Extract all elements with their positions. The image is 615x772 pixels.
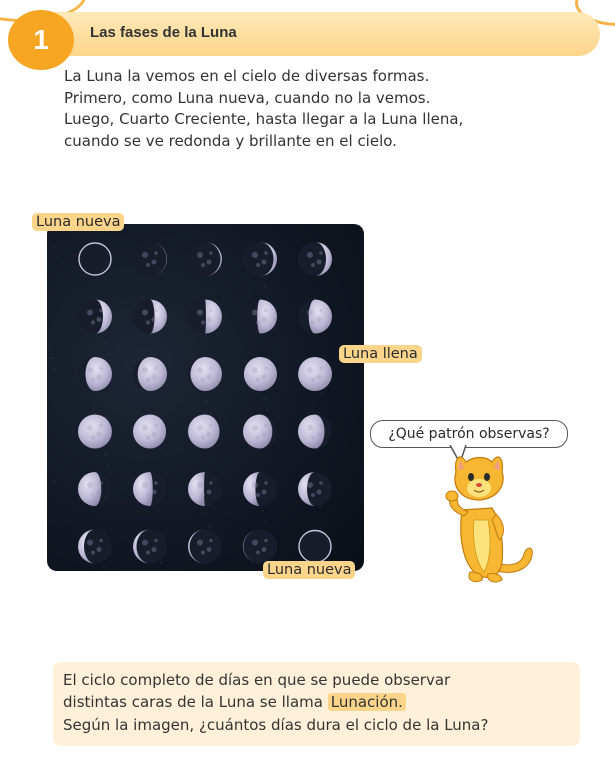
- background-star: [48, 346, 49, 347]
- moon-crater: [311, 263, 315, 267]
- moon-phases-image: [47, 224, 364, 571]
- moon-crater: [252, 425, 258, 431]
- moon-crater: [252, 540, 258, 546]
- moon-crater: [319, 251, 323, 255]
- moon-crater: [256, 263, 260, 267]
- moon-crater: [256, 436, 260, 440]
- background-star: [107, 465, 108, 466]
- moon-phase: [309, 300, 332, 334]
- background-star: [205, 514, 206, 515]
- moon-crater: [207, 547, 212, 552]
- moon-crater: [262, 317, 267, 322]
- moon-crater: [319, 424, 323, 428]
- intro-line: La Luna la vemos en el cielo de diversas formas.: [64, 67, 430, 85]
- question-line-2: [63, 692, 406, 714]
- moon-crater: [317, 375, 322, 380]
- background-star: [264, 286, 265, 287]
- section-title: Las fases de la Luna: [90, 24, 237, 41]
- moon-crater: [319, 481, 323, 485]
- moon-crater: [142, 310, 148, 316]
- moon-crater: [197, 252, 203, 258]
- moon-crater: [97, 317, 102, 322]
- moon-crater: [307, 252, 313, 258]
- moon-crater: [201, 436, 205, 440]
- moon-phase: [138, 357, 167, 391]
- background-star: [265, 521, 266, 522]
- speech-bubble: ¿Qué patrón observas?: [370, 420, 568, 448]
- moon-crater: [201, 551, 205, 555]
- moon-crater: [87, 540, 93, 546]
- moon-crater: [146, 321, 150, 325]
- moon-crater: [311, 378, 315, 382]
- moon-crater: [262, 547, 267, 552]
- moon-crater: [209, 481, 213, 485]
- moon-crater: [252, 482, 258, 488]
- moon-crater: [201, 378, 205, 382]
- moon-crater: [317, 260, 322, 265]
- intro-line: Primero, como Luna nueva, cuando no la vemos.: [64, 88, 431, 107]
- moon-crater: [311, 436, 315, 440]
- moon-crater: [209, 251, 213, 255]
- moon-crater: [99, 424, 103, 428]
- moon-phase: [133, 472, 153, 506]
- moon-crater: [252, 252, 258, 258]
- moon-crater: [317, 432, 322, 437]
- background-star: [262, 510, 263, 511]
- label-luna-nueva-start: Luna nueva: [32, 213, 124, 231]
- moon-crater: [97, 375, 102, 380]
- moon-crater: [154, 251, 158, 255]
- moon-crater: [142, 367, 148, 373]
- moon-crater: [262, 375, 267, 380]
- moon-crater: [197, 540, 203, 546]
- background-star: [54, 368, 55, 369]
- moon-crater: [262, 432, 267, 437]
- background-star: [53, 480, 54, 481]
- moon-crater: [91, 321, 95, 325]
- moon-crater: [209, 309, 213, 313]
- intro-line: Luego, Cuarto Creciente, hasta llegar a la Luna llena,: [64, 110, 464, 128]
- background-star: [209, 413, 210, 414]
- moon-crater: [87, 310, 93, 316]
- moon-crater: [99, 539, 103, 543]
- moon-phase: [188, 472, 205, 506]
- moon-crater: [154, 481, 158, 485]
- moon-crater: [264, 366, 268, 370]
- moon-phase: [190, 357, 222, 391]
- background-star: [47, 458, 48, 459]
- moon-crater: [209, 539, 213, 543]
- moon-crater: [201, 493, 205, 497]
- intro-line: cuando se ve redonda y brillante en el cielo.: [64, 131, 397, 150]
- moon-phase: [78, 472, 101, 506]
- moon-crater: [197, 425, 203, 431]
- background-star: [52, 245, 53, 246]
- question-line-1: El ciclo completo de días en que se puede observar: [63, 671, 451, 689]
- background-star: [50, 469, 51, 470]
- moon-crater: [264, 539, 268, 543]
- moon-crater: [152, 490, 157, 495]
- moon-crater: [311, 493, 315, 497]
- moon-crater: [252, 310, 258, 316]
- moon-crater: [142, 482, 148, 488]
- background-star: [267, 297, 268, 298]
- moon-crater: [307, 367, 313, 373]
- background-star: [320, 394, 321, 395]
- moon-crater: [201, 263, 205, 267]
- moon-phase: [244, 357, 277, 391]
- moon-crater: [142, 540, 148, 546]
- moon-phase: [243, 415, 272, 449]
- moon-crater: [201, 321, 205, 325]
- moon-phase: [78, 415, 112, 449]
- moon-crater: [91, 436, 95, 440]
- moon-crater: [146, 263, 150, 267]
- background-star: [207, 290, 208, 291]
- moon-phase: [188, 415, 220, 449]
- moon-crater: [311, 321, 315, 325]
- moon-crater: [146, 551, 150, 555]
- moon-shadow: [298, 530, 332, 564]
- moon-crater: [256, 493, 260, 497]
- question-line-3: Según la imagen, ¿cuántos días dura el ciclo de la Luna?: [63, 716, 489, 734]
- background-star: [263, 398, 264, 399]
- background-star: [49, 234, 50, 235]
- background-star: [105, 342, 106, 343]
- moon-crater: [91, 378, 95, 382]
- moon-crater: [154, 424, 158, 428]
- question-line-2-text: distintas caras de la Luna se llama: [63, 693, 328, 711]
- moon-crater: [264, 251, 268, 255]
- label-luna-nueva-end: Luna nueva: [263, 561, 355, 579]
- moon-crater: [256, 378, 260, 382]
- moon-crater: [319, 366, 323, 370]
- moon-phases-grid: [47, 224, 364, 571]
- moon-crater: [97, 432, 102, 437]
- background-star: [206, 402, 207, 403]
- moon-crater: [152, 432, 157, 437]
- intro-paragraph: [64, 66, 584, 152]
- moon-crater: [87, 482, 93, 488]
- moon-crater: [154, 366, 158, 370]
- moon-crater: [99, 309, 103, 313]
- moon-phase: [257, 300, 277, 334]
- question-box: [53, 662, 580, 746]
- background-star: [161, 450, 162, 451]
- moon-crater: [319, 309, 323, 313]
- moon-crater: [264, 424, 268, 428]
- moon-crater: [307, 482, 313, 488]
- moon-phase: [298, 357, 332, 391]
- moon-crater: [207, 260, 212, 265]
- moon-crater: [197, 310, 203, 316]
- background-star: [103, 566, 104, 567]
- moon-crater: [317, 490, 322, 495]
- moon-phase: [85, 357, 112, 391]
- moon-shadow: [78, 242, 112, 276]
- moon-crater: [146, 493, 150, 497]
- moon-crater: [87, 425, 93, 431]
- moon-phase: [205, 300, 222, 334]
- moon-crater: [154, 539, 158, 543]
- background-star: [160, 562, 161, 563]
- moon-crater: [91, 493, 95, 497]
- moon-crater: [146, 378, 150, 382]
- moon-crater: [197, 367, 203, 373]
- moon-crater: [87, 367, 93, 373]
- moon-crater: [152, 375, 157, 380]
- moon-crater: [207, 490, 212, 495]
- moon-crater: [97, 547, 102, 552]
- highlight-lunacion: Lunación.: [328, 693, 406, 711]
- moon-phase: [298, 415, 325, 449]
- moon-crater: [91, 551, 95, 555]
- moon-crater: [99, 481, 103, 485]
- moon-crater: [209, 366, 213, 370]
- background-star: [104, 454, 105, 455]
- moon-crater: [307, 310, 313, 316]
- background-star: [208, 525, 209, 526]
- moon-crater: [264, 309, 268, 313]
- moon-crater: [262, 260, 267, 265]
- moon-crater: [146, 436, 150, 440]
- moon-crater: [307, 425, 313, 431]
- moon-crater: [252, 367, 258, 373]
- background-star: [55, 256, 56, 257]
- label-luna-llena: Luna llena: [339, 345, 422, 363]
- background-star: [108, 353, 109, 354]
- moon-crater: [256, 321, 260, 325]
- moon-phase: [133, 415, 166, 449]
- cat-mascot-illustration: [430, 450, 540, 590]
- moon-crater: [256, 551, 260, 555]
- moon-crater: [207, 432, 212, 437]
- moon-crater: [207, 317, 212, 322]
- moon-crater: [209, 424, 213, 428]
- moon-crater: [152, 260, 157, 265]
- moon-crater: [142, 252, 148, 258]
- moon-crater: [207, 375, 212, 380]
- moon-crater: [152, 317, 157, 322]
- moon-crater: [99, 366, 103, 370]
- moon-crater: [317, 317, 322, 322]
- moon-crater: [264, 481, 268, 485]
- moon-crater: [262, 490, 267, 495]
- moon-crater: [152, 547, 157, 552]
- moon-crater: [154, 309, 158, 313]
- background-star: [319, 506, 320, 507]
- background-star: [51, 357, 52, 358]
- moon-crater: [142, 425, 148, 431]
- moon-crater: [197, 482, 203, 488]
- background-star: [266, 409, 267, 410]
- section-number-badge: 1: [8, 10, 74, 70]
- moon-crater: [97, 490, 102, 495]
